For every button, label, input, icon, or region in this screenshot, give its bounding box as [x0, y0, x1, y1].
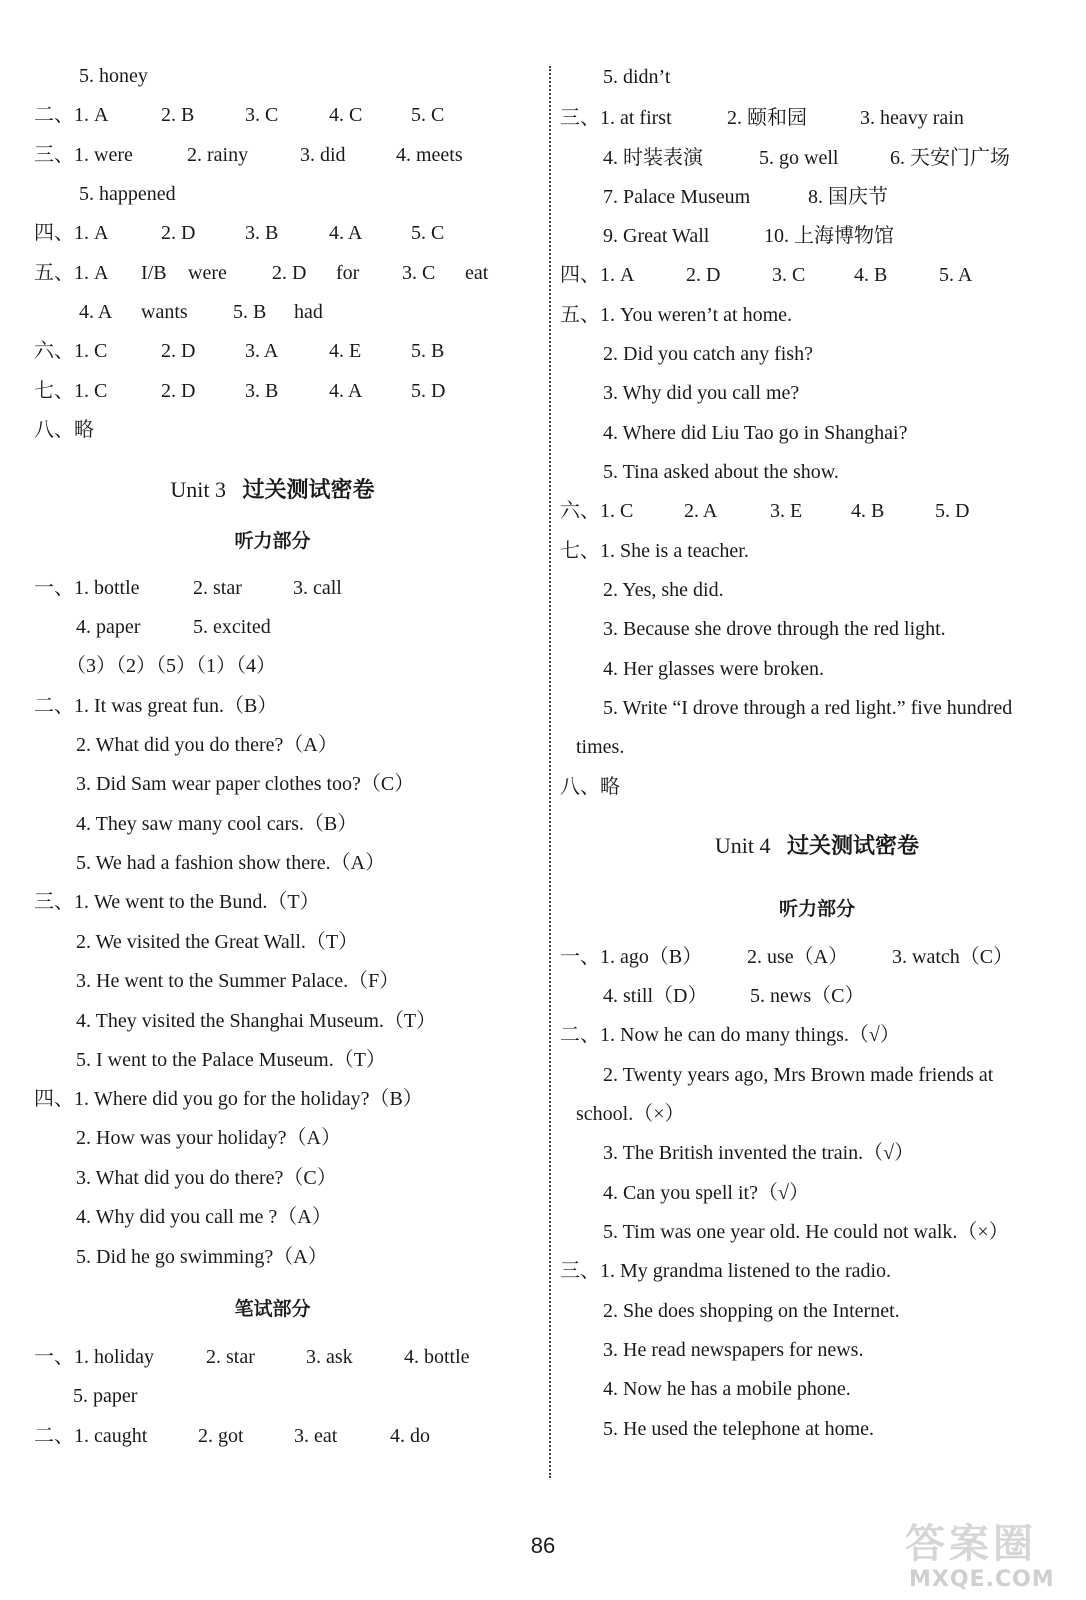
answer-item: 4. C — [329, 104, 363, 126]
answer-item: had — [294, 301, 323, 323]
answer-item: 七、1. She is a teacher. — [560, 540, 749, 562]
answer-item: 5. happened — [79, 183, 176, 205]
unit-3-heading — [0, 476, 545, 505]
answer-item: 5. paper — [73, 1385, 138, 1407]
answer-item: 8. 国庆节 — [808, 186, 888, 208]
answer-item: 3. C — [772, 264, 806, 286]
answer-item: 3. Did Sam wear paper clothes too?（C） — [76, 773, 415, 795]
unit-label: Unit 3 — [170, 477, 227, 502]
answer-item: 5. didn’t — [603, 66, 671, 88]
answer-item: 3. E — [770, 500, 803, 522]
answer-item: 6. 天安门广场 — [890, 147, 1010, 169]
answer-item: 4. still（D） — [603, 985, 708, 1007]
answer-item: 5. news（C） — [750, 985, 865, 1007]
answer-item: 5. excited — [193, 616, 271, 638]
unit-title: 过关测试密卷 — [787, 834, 920, 859]
answer-item: 10. 上海博物馆 — [764, 225, 894, 247]
answer-item: 三、1. We went to the Bund.（T） — [34, 891, 320, 913]
answer-item: 2. got — [198, 1425, 244, 1447]
answer-item: 3. ask — [306, 1346, 353, 1368]
answer-item: 9. Great Wall — [603, 225, 710, 247]
answer-item: 4. B — [851, 500, 885, 522]
answer-item: 4. Can you spell it?（√） — [603, 1182, 809, 1204]
answer-item: 3. He read newspapers for news. — [603, 1339, 864, 1361]
answer-item: times. — [576, 736, 625, 758]
answer-item: 5. go well — [759, 147, 839, 169]
answer-item: 4. meets — [396, 144, 463, 166]
answer-item: eat — [465, 262, 489, 284]
answer-item: 二、1. It was great fun.（B） — [34, 695, 278, 717]
answer-item: 4. A — [79, 301, 113, 323]
answer-item: 4. E — [329, 340, 362, 362]
answer-item: 2. use（A） — [747, 946, 849, 968]
answer-item: 2. Twenty years ago, Mrs Brown made friends at — [603, 1064, 994, 1086]
listening-section-heading: 听力部分 — [234, 530, 311, 552]
listening-section-heading: 听力部分 — [778, 898, 855, 920]
answer-item: 2. star — [193, 577, 242, 599]
answer-item: 2. A — [684, 500, 718, 522]
answer-item: 二、1. Now he can do many things.（√） — [560, 1024, 900, 1046]
answer-item: 2. We visited the Great Wall.（T） — [76, 931, 359, 953]
answer-item: 3. B — [245, 222, 279, 244]
answer-item: 3. C — [245, 104, 279, 126]
answer-item: 2. D — [161, 340, 196, 362]
answer-item: 4. Why did you call me ?（A） — [76, 1206, 332, 1228]
answer-item: 3. Why did you call me? — [603, 382, 800, 404]
answer-item: 八、略 — [34, 419, 94, 441]
answer-item: 5. I went to the Palace Museum.（T） — [76, 1049, 386, 1071]
unit-title: 过关测试密卷 — [242, 478, 375, 503]
answer-item: for — [336, 262, 360, 284]
unit-4-heading — [548, 832, 1086, 861]
answer-item: 5. Tim was one year old. He could not walk.（×） — [603, 1221, 1009, 1243]
answer-item: 2. D — [686, 264, 721, 286]
answer-item: 三、1. at first — [560, 107, 672, 129]
answer-item: I/B — [141, 262, 167, 284]
answer-item: 5. We had a fashion show there.（A） — [76, 852, 386, 874]
answer-item: 3. watch（C） — [892, 946, 1014, 968]
answer-item: 3. Because she drove through the red light. — [603, 618, 946, 640]
answer-item: 2. Did you catch any fish? — [603, 343, 813, 365]
answer-item: were — [188, 262, 227, 284]
written-section-heading: 笔试部分 — [234, 1298, 311, 1320]
answer-item: 7. Palace Museum — [603, 186, 751, 208]
answer-item: 5. Did he go swimming?（A） — [76, 1246, 328, 1268]
answer-item: 5. C — [411, 104, 445, 126]
answer-item: 3. heavy rain — [860, 107, 964, 129]
answer-item: 5. D — [935, 500, 970, 522]
answer-item: 一、1. ago（B） — [560, 946, 703, 968]
answer-item: 5. B — [411, 340, 445, 362]
answer-item: 3. The British invented the train.（√） — [603, 1142, 915, 1164]
answer-item: 2. Yes, she did. — [603, 579, 724, 601]
answer-item: 七、1. C — [34, 380, 108, 402]
answer-item: 3. did — [300, 144, 346, 166]
answer-item: 2. rainy — [187, 144, 249, 166]
answer-item: 四、1. A — [34, 222, 109, 244]
answer-item: 四、1. A — [560, 264, 635, 286]
answer-item: 5. Tina asked about the show. — [603, 461, 839, 483]
answer-item: 3. B — [245, 380, 279, 402]
answer-item: 4. A — [329, 222, 363, 244]
answer-item: 2. D — [161, 380, 196, 402]
answer-item: 4. They saw many cool cars.（B） — [76, 813, 358, 835]
answer-item: 5. B — [233, 301, 267, 323]
answer-item: 4. Her glasses were broken. — [603, 658, 825, 680]
answer-item: 4. Where did Liu Tao go in Shanghai? — [603, 422, 908, 444]
answer-item: 五、1. You weren’t at home. — [560, 304, 793, 326]
answer-item: 三、1. were — [34, 144, 133, 166]
answer-item: 2. What did you do there?（A） — [76, 734, 338, 756]
answer-item: 5. A — [939, 264, 973, 286]
answer-item: 3. call — [293, 577, 342, 599]
answer-item: 4. do — [390, 1425, 430, 1447]
answer-item: 4. A — [329, 380, 363, 402]
answer-item: 4. They visited the Shanghai Museum.（T） — [76, 1010, 437, 1032]
watermark-mark: 答案圈 — [905, 1521, 1037, 1567]
answer-item: 二、1. caught — [34, 1425, 148, 1447]
answer-item: 三、1. My grandma listened to the radio. — [560, 1260, 892, 1282]
answer-item: 2. D — [272, 262, 307, 284]
answer-item: 一、1. bottle — [34, 577, 140, 599]
answer-item: 4. 时装表演 — [603, 147, 703, 169]
unit-label: Unit 4 — [714, 833, 771, 858]
answer-item: 一、1. holiday — [34, 1346, 154, 1368]
answer-item: 2. B — [161, 104, 195, 126]
answer-item: 3. He went to the Summer Palace.（F） — [76, 970, 400, 992]
answer-item: 4. paper — [76, 616, 141, 638]
answer-item: 六、1. C — [560, 500, 634, 522]
answer-item: 5. honey — [79, 65, 148, 87]
answer-item: 5. He used the telephone at home. — [603, 1418, 875, 1440]
answer-item: 3. What did you do there?（C） — [76, 1167, 337, 1189]
answer-item: 5. Write “I drove through a red light.” five hundred — [603, 697, 1013, 719]
page-number: 86 — [530, 1533, 556, 1558]
answer-item: 2. She does shopping on the Internet. — [603, 1300, 900, 1322]
answer-item: wants — [141, 301, 188, 323]
column-divider — [549, 66, 551, 1478]
answer-item: 4. bottle — [404, 1346, 470, 1368]
answer-item: 四、1. Where did you go for the holiday?（B） — [34, 1088, 423, 1110]
answer-item: 3. A — [245, 340, 279, 362]
watermark-text: MXQE.COM — [909, 1567, 1055, 1592]
answer-item: 4. Now he has a mobile phone. — [603, 1378, 851, 1400]
answer-item: 4. B — [854, 264, 888, 286]
answer-item: 五、1. A — [34, 262, 109, 284]
answer-item: 2. D — [161, 222, 196, 244]
answer-item: 5. C — [411, 222, 445, 244]
answer-item: 2. 颐和园 — [727, 107, 807, 129]
answer-item: （3）（2）（5）（1）（4） — [66, 655, 276, 677]
answer-item: 3. C — [402, 262, 436, 284]
watermark-logo — [905, 1510, 1075, 1594]
answer-item: school.（×） — [576, 1103, 685, 1125]
answer-item: 六、1. C — [34, 340, 108, 362]
answer-item: 二、1. A — [34, 104, 109, 126]
answer-item: 2. How was your holiday?（A） — [76, 1127, 341, 1149]
answer-item: 5. D — [411, 380, 446, 402]
answer-item: 八、略 — [560, 776, 620, 798]
answer-item: 2. star — [206, 1346, 255, 1368]
answer-item: 3. eat — [294, 1425, 338, 1447]
